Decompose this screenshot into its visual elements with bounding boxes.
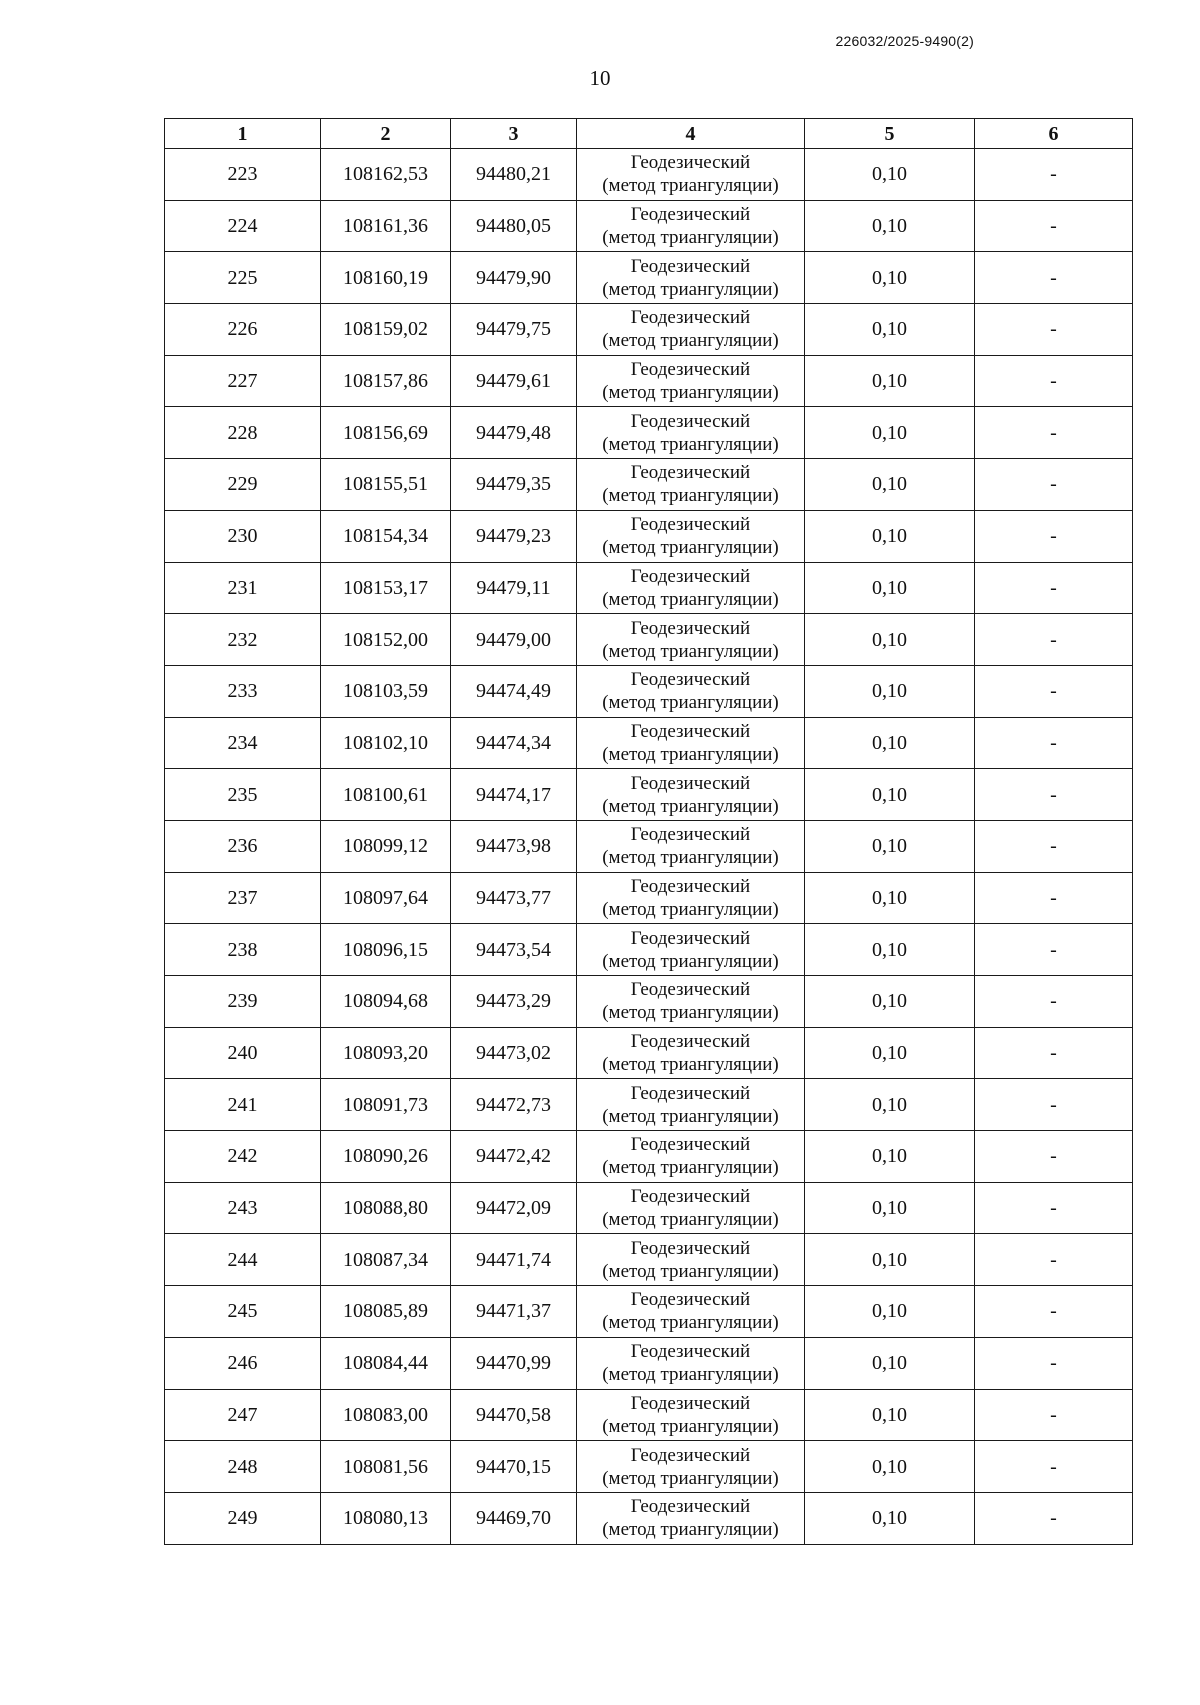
point-number-cell: 246 — [165, 1337, 321, 1389]
note-cell: - — [975, 717, 1133, 769]
accuracy-cell: 0,10 — [805, 304, 975, 356]
note-cell: - — [975, 1492, 1133, 1544]
method-line-2: (метод триангуляции) — [602, 330, 779, 352]
document-id: 226032/2025-9490(2) — [835, 33, 974, 49]
table-row — [165, 717, 1133, 769]
method-cell — [577, 717, 805, 769]
method-line-1: Геодезический — [630, 875, 751, 897]
table-row — [165, 1027, 1133, 1079]
table-row — [165, 820, 1133, 872]
table-row — [165, 1286, 1133, 1338]
method-line-1: Геодезический — [630, 824, 751, 846]
table-row — [165, 407, 1133, 459]
method-line-2: (метод триангуляции) — [602, 1364, 779, 1386]
coordinate-y-cell: 94472,09 — [451, 1182, 577, 1234]
method-line-2: (метод триангуляции) — [602, 485, 779, 507]
method-cell — [577, 820, 805, 872]
coordinate-y-cell: 94474,49 — [451, 665, 577, 717]
note-cell: - — [975, 872, 1133, 924]
table-row — [165, 1337, 1133, 1389]
method-line-1: Геодезический — [630, 152, 751, 174]
method-cell — [577, 407, 805, 459]
coordinate-x-cell: 108102,10 — [321, 717, 451, 769]
note-cell: - — [975, 1027, 1133, 1079]
coordinate-x-cell: 108088,80 — [321, 1182, 451, 1234]
note-cell: - — [975, 200, 1133, 252]
coordinate-x-cell: 108093,20 — [321, 1027, 451, 1079]
method-line-1: Геодезический — [630, 1341, 751, 1363]
table-row — [165, 1492, 1133, 1544]
method-cell — [577, 769, 805, 821]
method-cell — [577, 149, 805, 201]
accuracy-cell: 0,10 — [805, 355, 975, 407]
table-row — [165, 1079, 1133, 1131]
method-line-1: Геодезический — [630, 359, 751, 381]
method-cell — [577, 872, 805, 924]
method-cell — [577, 665, 805, 717]
accuracy-cell: 0,10 — [805, 872, 975, 924]
table-row — [165, 200, 1133, 252]
note-cell: - — [975, 976, 1133, 1028]
method-line-2: (метод триангуляции) — [602, 227, 779, 249]
point-number-cell: 223 — [165, 149, 321, 201]
method-line-1: Геодезический — [630, 720, 751, 742]
coordinate-y-cell: 94472,42 — [451, 1131, 577, 1183]
note-cell: - — [975, 1079, 1133, 1131]
accuracy-cell: 0,10 — [805, 510, 975, 562]
method-line-1: Геодезический — [630, 307, 751, 329]
table-row — [165, 1441, 1133, 1493]
coordinate-x-cell: 108080,13 — [321, 1492, 451, 1544]
coordinate-x-cell: 108081,56 — [321, 1441, 451, 1493]
point-number-cell: 232 — [165, 614, 321, 666]
coordinate-x-cell: 108094,68 — [321, 976, 451, 1028]
table-body — [165, 149, 1133, 1545]
method-line-1: Геодезический — [630, 1031, 751, 1053]
method-cell — [577, 1079, 805, 1131]
coordinate-y-cell: 94473,98 — [451, 820, 577, 872]
note-cell: - — [975, 252, 1133, 304]
note-cell: - — [975, 459, 1133, 511]
note-cell: - — [975, 355, 1133, 407]
method-cell — [577, 459, 805, 511]
coordinate-y-cell: 94480,21 — [451, 149, 577, 201]
coordinate-x-cell: 108152,00 — [321, 614, 451, 666]
method-cell — [577, 1182, 805, 1234]
method-line-1: Геодезический — [630, 410, 751, 432]
table-row — [165, 1182, 1133, 1234]
point-number-cell: 245 — [165, 1286, 321, 1338]
method-line-2: (метод триангуляции) — [602, 175, 779, 197]
note-cell: - — [975, 1389, 1133, 1441]
coordinate-x-cell: 108090,26 — [321, 1131, 451, 1183]
point-number-cell: 249 — [165, 1492, 321, 1544]
method-cell — [577, 304, 805, 356]
note-cell: - — [975, 1234, 1133, 1286]
coordinate-x-cell: 108155,51 — [321, 459, 451, 511]
coordinate-x-cell: 108083,00 — [321, 1389, 451, 1441]
coordinate-y-cell: 94474,17 — [451, 769, 577, 821]
method-line-2: (метод триангуляции) — [602, 950, 779, 972]
coordinate-y-cell: 94474,34 — [451, 717, 577, 769]
accuracy-cell: 0,10 — [805, 149, 975, 201]
method-line-2: (метод триангуляции) — [602, 1260, 779, 1282]
coordinate-x-cell: 108084,44 — [321, 1337, 451, 1389]
accuracy-cell: 0,10 — [805, 1286, 975, 1338]
coordinate-y-cell: 94479,48 — [451, 407, 577, 459]
accuracy-cell: 0,10 — [805, 1337, 975, 1389]
coordinate-x-cell: 108157,86 — [321, 355, 451, 407]
method-line-2: (метод триангуляции) — [602, 588, 779, 610]
method-line-1: Геодезический — [630, 772, 751, 794]
table-row — [165, 149, 1133, 201]
coordinate-x-cell: 108100,61 — [321, 769, 451, 821]
method-line-2: (метод триангуляции) — [602, 1054, 779, 1076]
column-header: 5 — [805, 119, 975, 149]
method-cell — [577, 562, 805, 614]
method-line-2: (метод триангуляции) — [602, 1467, 779, 1489]
accuracy-cell: 0,10 — [805, 407, 975, 459]
accuracy-cell: 0,10 — [805, 665, 975, 717]
table-row — [165, 872, 1133, 924]
table-row — [165, 304, 1133, 356]
method-line-1: Геодезический — [630, 1289, 751, 1311]
method-line-1: Геодезический — [630, 204, 751, 226]
point-number-cell: 229 — [165, 459, 321, 511]
method-line-2: (метод триангуляции) — [602, 1415, 779, 1437]
column-header: 6 — [975, 119, 1133, 149]
note-cell: - — [975, 304, 1133, 356]
method-cell — [577, 510, 805, 562]
method-line-1: Геодезический — [630, 1237, 751, 1259]
coordinate-x-cell: 108087,34 — [321, 1234, 451, 1286]
coordinate-x-cell: 108097,64 — [321, 872, 451, 924]
method-line-1: Геодезический — [630, 255, 751, 277]
note-cell: - — [975, 665, 1133, 717]
table-row — [165, 976, 1133, 1028]
table-row — [165, 924, 1133, 976]
method-line-1: Геодезический — [630, 1392, 751, 1414]
method-line-2: (метод триангуляции) — [602, 847, 779, 869]
method-line-1: Геодезический — [630, 1134, 751, 1156]
accuracy-cell: 0,10 — [805, 1131, 975, 1183]
point-number-cell: 227 — [165, 355, 321, 407]
accuracy-cell: 0,10 — [805, 1027, 975, 1079]
note-cell: - — [975, 1441, 1133, 1493]
accuracy-cell: 0,10 — [805, 769, 975, 821]
point-number-cell: 243 — [165, 1182, 321, 1234]
accuracy-cell: 0,10 — [805, 1234, 975, 1286]
accuracy-cell: 0,10 — [805, 252, 975, 304]
method-line-2: (метод триангуляции) — [602, 1157, 779, 1179]
method-cell — [577, 1337, 805, 1389]
accuracy-cell: 0,10 — [805, 200, 975, 252]
method-cell — [577, 1027, 805, 1079]
point-number-cell: 234 — [165, 717, 321, 769]
method-cell — [577, 200, 805, 252]
note-cell: - — [975, 149, 1133, 201]
method-line-1: Геодезический — [630, 927, 751, 949]
point-number-cell: 225 — [165, 252, 321, 304]
coordinate-y-cell: 94479,61 — [451, 355, 577, 407]
method-line-2: (метод триангуляции) — [602, 1105, 779, 1127]
method-line-2: (метод триангуляции) — [602, 1312, 779, 1334]
coordinate-y-cell: 94473,02 — [451, 1027, 577, 1079]
method-cell — [577, 1234, 805, 1286]
coordinate-y-cell: 94480,05 — [451, 200, 577, 252]
method-cell — [577, 1131, 805, 1183]
accuracy-cell: 0,10 — [805, 1492, 975, 1544]
coordinate-y-cell: 94469,70 — [451, 1492, 577, 1544]
method-line-1: Геодезический — [630, 1444, 751, 1466]
accuracy-cell: 0,10 — [805, 924, 975, 976]
method-line-1: Геодезический — [630, 617, 751, 639]
method-line-1: Геодезический — [630, 669, 751, 691]
table-header-row — [165, 119, 1133, 149]
note-cell: - — [975, 924, 1133, 976]
coordinate-x-cell: 108096,15 — [321, 924, 451, 976]
table-row — [165, 562, 1133, 614]
accuracy-cell: 0,10 — [805, 459, 975, 511]
method-line-1: Геодезический — [630, 979, 751, 1001]
coordinate-y-cell: 94479,75 — [451, 304, 577, 356]
point-number-cell: 237 — [165, 872, 321, 924]
accuracy-cell: 0,10 — [805, 1441, 975, 1493]
method-cell — [577, 976, 805, 1028]
coordinate-x-cell: 108099,12 — [321, 820, 451, 872]
coordinate-y-cell: 94473,77 — [451, 872, 577, 924]
table-row — [165, 769, 1133, 821]
method-line-2: (метод триангуляции) — [602, 692, 779, 714]
coordinate-x-cell: 108153,17 — [321, 562, 451, 614]
note-cell: - — [975, 820, 1133, 872]
method-cell — [577, 614, 805, 666]
method-cell — [577, 1492, 805, 1544]
point-number-cell: 230 — [165, 510, 321, 562]
method-cell — [577, 924, 805, 976]
coordinate-y-cell: 94473,54 — [451, 924, 577, 976]
coordinate-y-cell: 94470,58 — [451, 1389, 577, 1441]
table-row — [165, 510, 1133, 562]
method-line-2: (метод триангуляции) — [602, 1519, 779, 1541]
method-line-1: Геодезический — [630, 1496, 751, 1518]
coordinate-y-cell: 94470,99 — [451, 1337, 577, 1389]
point-number-cell: 244 — [165, 1234, 321, 1286]
point-number-cell: 240 — [165, 1027, 321, 1079]
coordinate-y-cell: 94479,35 — [451, 459, 577, 511]
method-line-2: (метод триангуляции) — [602, 1002, 779, 1024]
accuracy-cell: 0,10 — [805, 1079, 975, 1131]
method-cell — [577, 1441, 805, 1493]
coordinate-y-cell: 94470,15 — [451, 1441, 577, 1493]
accuracy-cell: 0,10 — [805, 820, 975, 872]
point-number-cell: 239 — [165, 976, 321, 1028]
table-row — [165, 355, 1133, 407]
accuracy-cell: 0,10 — [805, 614, 975, 666]
method-line-1: Геодезический — [630, 1186, 751, 1208]
method-line-2: (метод триангуляции) — [602, 640, 779, 662]
method-line-2: (метод триангуляции) — [602, 382, 779, 404]
point-number-cell: 242 — [165, 1131, 321, 1183]
coordinate-x-cell: 108103,59 — [321, 665, 451, 717]
note-cell: - — [975, 407, 1133, 459]
coordinate-y-cell: 94473,29 — [451, 976, 577, 1028]
accuracy-cell: 0,10 — [805, 717, 975, 769]
coordinate-y-cell: 94471,74 — [451, 1234, 577, 1286]
note-cell: - — [975, 510, 1133, 562]
point-number-cell: 231 — [165, 562, 321, 614]
note-cell: - — [975, 1131, 1133, 1183]
method-line-2: (метод триангуляции) — [602, 537, 779, 559]
table-row — [165, 665, 1133, 717]
method-line-1: Геодезический — [630, 1082, 751, 1104]
method-line-2: (метод триангуляции) — [602, 433, 779, 455]
coordinate-x-cell: 108161,36 — [321, 200, 451, 252]
point-number-cell: 233 — [165, 665, 321, 717]
accuracy-cell: 0,10 — [805, 976, 975, 1028]
table-row — [165, 614, 1133, 666]
note-cell: - — [975, 562, 1133, 614]
note-cell: - — [975, 769, 1133, 821]
point-number-cell: 241 — [165, 1079, 321, 1131]
point-number-cell: 235 — [165, 769, 321, 821]
note-cell: - — [975, 1182, 1133, 1234]
column-header: 1 — [165, 119, 321, 149]
coordinate-x-cell: 108156,69 — [321, 407, 451, 459]
coordinate-y-cell: 94479,23 — [451, 510, 577, 562]
method-line-2: (метод триангуляции) — [602, 898, 779, 920]
coordinate-y-cell: 94472,73 — [451, 1079, 577, 1131]
table-row — [165, 1389, 1133, 1441]
note-cell: - — [975, 614, 1133, 666]
accuracy-cell: 0,10 — [805, 1182, 975, 1234]
note-cell: - — [975, 1286, 1133, 1338]
coordinate-y-cell: 94471,37 — [451, 1286, 577, 1338]
accuracy-cell: 0,10 — [805, 1389, 975, 1441]
point-number-cell: 228 — [165, 407, 321, 459]
coordinate-x-cell: 108085,89 — [321, 1286, 451, 1338]
point-number-cell: 247 — [165, 1389, 321, 1441]
coordinate-y-cell: 94479,90 — [451, 252, 577, 304]
column-header: 4 — [577, 119, 805, 149]
column-header: 3 — [451, 119, 577, 149]
table-row — [165, 459, 1133, 511]
coordinate-y-cell: 94479,11 — [451, 562, 577, 614]
point-number-cell: 248 — [165, 1441, 321, 1493]
coordinate-x-cell: 108159,02 — [321, 304, 451, 356]
coordinate-x-cell: 108091,73 — [321, 1079, 451, 1131]
method-cell — [577, 355, 805, 407]
note-cell: - — [975, 1337, 1133, 1389]
coordinate-x-cell: 108162,53 — [321, 149, 451, 201]
point-number-cell: 226 — [165, 304, 321, 356]
accuracy-cell: 0,10 — [805, 562, 975, 614]
coordinate-x-cell: 108160,19 — [321, 252, 451, 304]
coordinates-table-container — [164, 118, 1132, 1545]
method-line-2: (метод триангуляции) — [602, 795, 779, 817]
point-number-cell: 224 — [165, 200, 321, 252]
method-line-2: (метод триангуляции) — [602, 278, 779, 300]
coordinate-x-cell: 108154,34 — [321, 510, 451, 562]
method-cell — [577, 252, 805, 304]
method-line-1: Геодезический — [630, 565, 751, 587]
page-number: 10 — [589, 66, 611, 90]
point-number-cell: 236 — [165, 820, 321, 872]
point-number-cell: 238 — [165, 924, 321, 976]
method-line-1: Геодезический — [630, 514, 751, 536]
method-line-1: Геодезический — [630, 462, 751, 484]
table-row — [165, 252, 1133, 304]
method-line-2: (метод триангуляции) — [602, 1209, 779, 1231]
coordinates-table — [164, 118, 1133, 1545]
table-row — [165, 1234, 1133, 1286]
method-cell — [577, 1389, 805, 1441]
coordinate-y-cell: 94479,00 — [451, 614, 577, 666]
method-cell — [577, 1286, 805, 1338]
column-header: 2 — [321, 119, 451, 149]
method-line-2: (метод триангуляции) — [602, 743, 779, 765]
table-row — [165, 1131, 1133, 1183]
